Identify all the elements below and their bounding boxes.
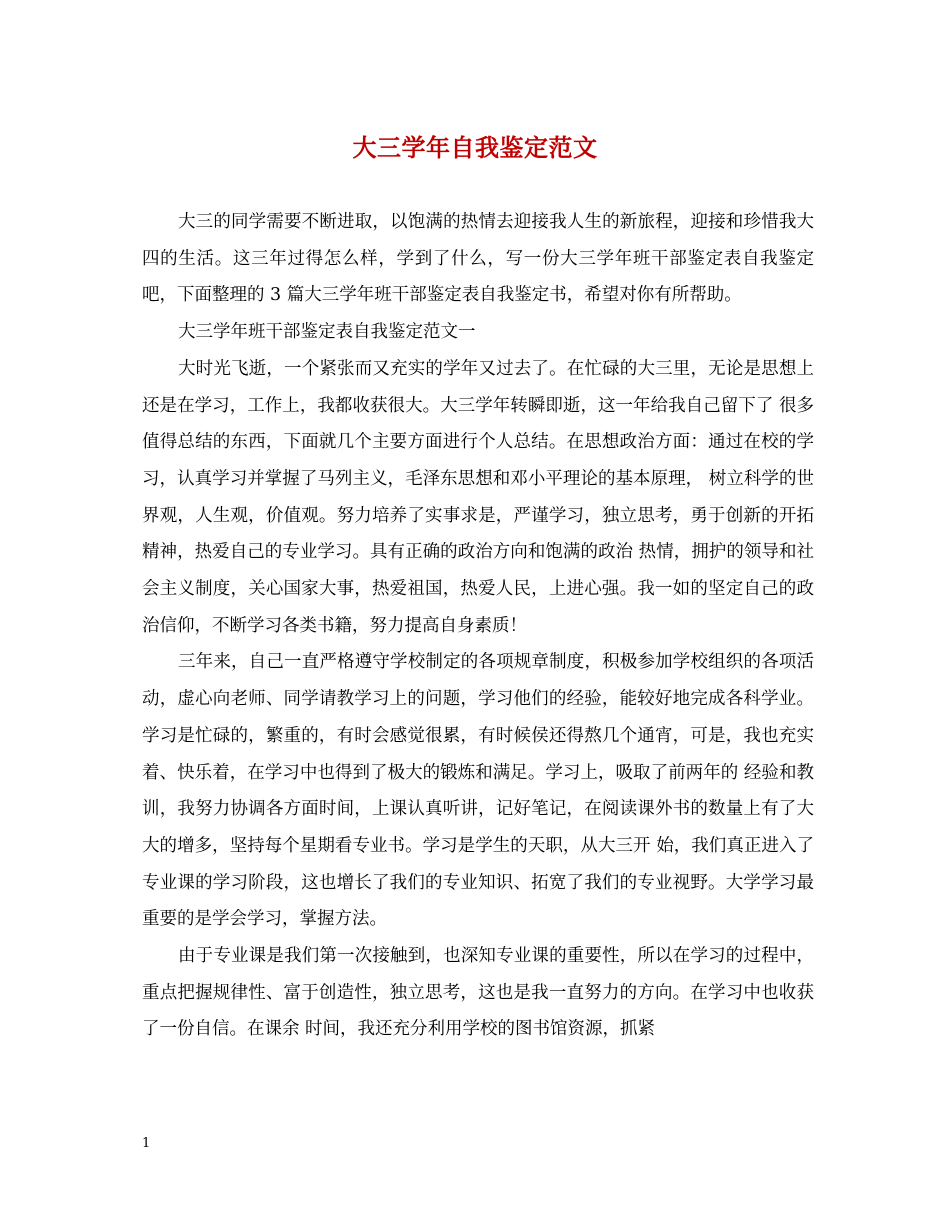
body-paragraph: 三年来，自己一直严格遵守学校制定的各项规章制度，积极参加学校组织的各项活动，虚心向老师、同学请教学习上的问题，学习他们的经验，能较好地完成各科学业。 学习是忙碌的，繁重的，有时会感觉很累，有时候侯还得熬几个通宵，可是，我也充实着、快乐着，在学习中也得到了极大的锻炼和满足。学习上，吸取了前两年的 经验和教训，我努力协调各方面时间，上课认真听讲，记好笔记，在阅读课外书的数量上有了大大的增多，坚持每个星期看专业书。学习是学生的天职，从大三开 始，我们真正进入了专业课的学习阶段，这也增长了我们的专业知识、拓宽了我们的专业视野。大学学习最重要的是学会学习，掌握方法。 xyxy=(142,652,814,930)
body-paragraph: 大时光飞逝，一个紧张而又充实的学年又过去了。在忙碌的大三里，无论是思想上还是在学习，工作上，我都收获很大。大三学年转瞬即逝，这一年给我自己留下了 很多值得总结的东西，下面就几个主要方面进行个人总结。在思想政治方面：通过在校的学习，认真学习并掌握了马列主义，毛泽东思想和邓小平理论的基本原理， 树立科学的世界观，人生观，价值观。努力培养了实事求是，严谨学习，独立思考，勇于创新的开拓精神，热爱自己的专业学习。具有正确的政治方向和饱满的政治 热情，拥护的领导和社会主义制度，关心国家大事，热爱祖国，热爱人民，上进心强。我一如的坚定自己的政治信仰，不断学习各类书籍，努力提高自身素质！ xyxy=(142,358,814,636)
document-title: 大三学年自我鉴定范文 xyxy=(352,133,598,162)
section-heading: 大三学年班干部鉴定表自我鉴定范文一 xyxy=(178,322,476,343)
body-paragraph: 由于专业课是我们第一次接触到，也深知专业课的重要性，所以在学习的过程中，重点把握规律性、富于创造性，独立思考，这也是我一直努力的方向。在学习中也收获了一份自信。在课余 时间，我还充分利用学校的图书馆资源，抓紧 xyxy=(142,946,814,1040)
intro-paragraph: 大三的同学需要不断进取，以饱满的热情去迎接我人生的新旅程，迎接和珍惜我大四的生活。这三年过得怎么样，学到了什么，写一份大三学年班干部鉴定表自我鉴定吧，下面整理的 3 篇大三学年班干部鉴定表自我鉴定书，希望对你有所帮助。 xyxy=(142,212,814,306)
document-body xyxy=(142,204,814,1048)
page-number: 1 xyxy=(142,1136,151,1151)
